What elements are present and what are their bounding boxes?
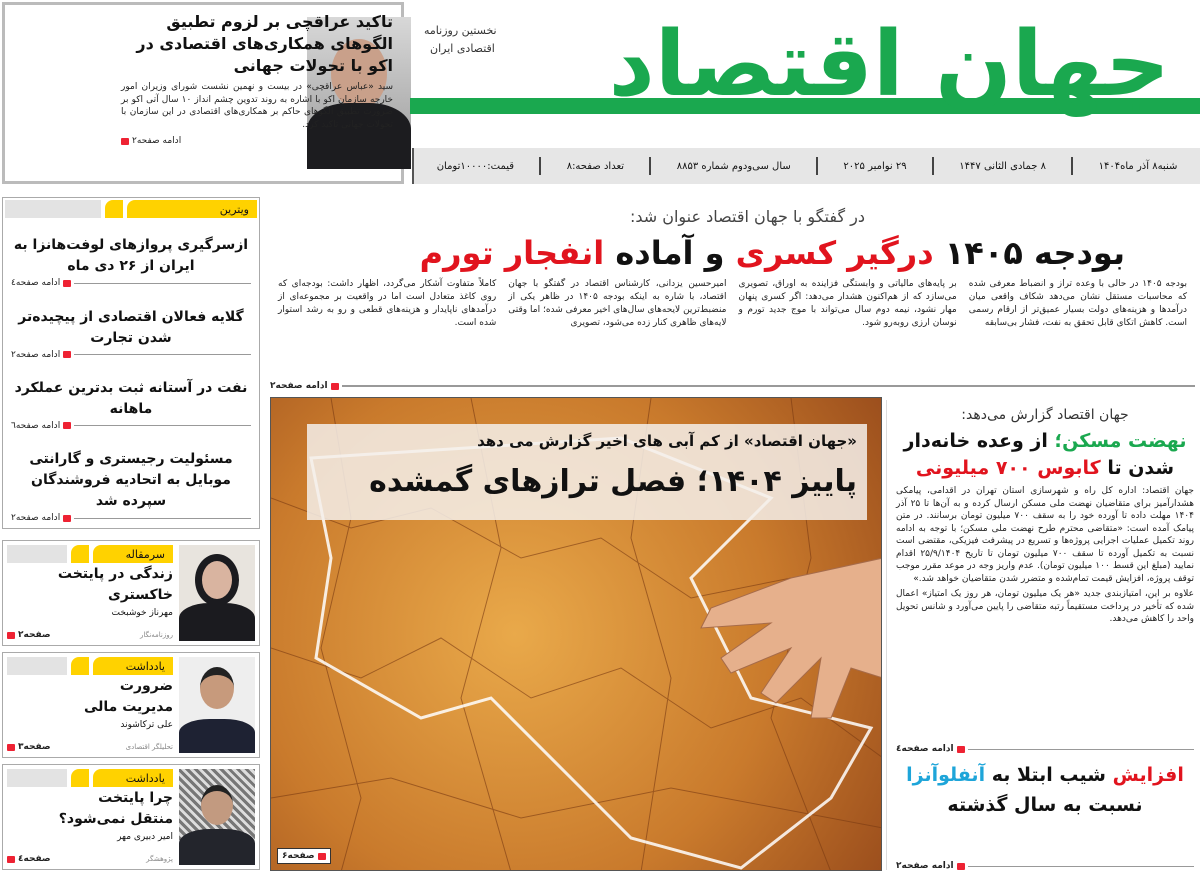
page-link[interactable] [7,629,51,641]
vitrine-items-2-continue: ادامه صفحه٦ [11,420,61,431]
columns-1-page: صفحه۳ [18,742,51,752]
author-role: روزنامه‌نگار [139,631,173,639]
top-story-headline[interactable]: تاکید عراقچی بر لزوم تطبیق الگوهای همکاری‌های اقتصادی در اکو با تحولات جهانی [136,12,393,75]
flu-continue: ادامه صفحه۲ [896,861,954,871]
housing-headline[interactable] [896,428,1194,482]
lead-col-2: بر پایه‌های مالیاتی و وابستگی فزاینده به اوراق، تصویری می‌سازد که از هم‌اکنون هشدار می‌دهد: اگر کسری پنهان مهار نشود، نیمه دوم سال می‌تواند با موج جدید تورم و نوسان ارزی روبه‌رو شود. [738,279,957,328]
feature-headline[interactable]: پاییز ۱۴۰۴؛ فصل ترازهای گمشده [369,464,857,499]
date-bar [412,148,1200,184]
lead-col-3: امیرحسین یزدانی، کارشناس اقتصاد در گفتگو با جهان اقتصاد، با شاره به اینکه بودجه ۱۴۰۵ در ظاهر یکی از منضبط‌ترین لایحه‌های سال‌های اخیر معرفی شده؛ اما وقتی لایه‌های ظاهری کنار زده می‌شود، تصویری [508,279,727,328]
column-title: مدیریت مالی [83,699,173,715]
tagline-1: نخستین روزنامه [424,24,497,37]
housing-body: جهان اقتصاد: اداره کل راه و شهرسازی استان تهران در اقدامی، پیامکی هشدارآمیز برای متقاضیان نهضت ملی مسکن ارسال کرده و به آن‌ها تا ۲۵ آذر ۱۴۰۴ مهلت داده تا آورده خود را به سقف ۷۰۰ میلیون تومان برسانند. در متن پیامک آمده است: «متقاضی محترم طرح نهضت ملی مسکن؛ با توجه به ادامه روند تکمیل عملیات اجرایی پروژه‌ها و تسریع در پیشرفت فیزیکی، مقتضی است نسبت به تکمیل آورده تا سقف ۷۰۰ میلیون تومان تا تاریخ ۲۵/۹/۱۴۰۴ اقدام نمایید (مبلغ این قسط ۱۰۰ میلیون تومان). عدم واریز وجه در موعد مقرر موجب توقف پروژه، افزایش قیمت تمام‌شده و متضرر شدن متقاضیان خواهد شد.» [896,486,1195,584]
columns-0-page: صفحه۲ [18,630,51,640]
page-flag-icon [7,856,15,863]
author-photo [179,657,255,753]
author-role: تحلیلگر اقتصادی [125,743,173,751]
lead-kicker: در گفتگو با جهان اقتصاد عنوان شد: [629,207,865,226]
page-flag-icon [63,351,71,358]
vitrine-items-1-continue: ادامه صفحه۲ [11,349,61,360]
price: قیمت:۱۰۰۰۰تومان [436,160,515,172]
top-story[interactable] [2,2,404,184]
housing-kicker: جهان اقتصاد گزارش می‌دهد: [961,407,1129,423]
continue-link[interactable] [896,743,1194,755]
feature-page: صفحه۶ [282,851,315,861]
flu-headline[interactable] [896,760,1194,820]
lead-headline_b: درگیر کسری [735,234,934,272]
page-flag-icon [63,515,71,522]
lead-col-4: کاملاً متفاوت آشکار می‌گردد، اظهار داشت: بودجه‌ای که روی کاغذ متعادل است اما در واقعیت بر مجموعه‌ای از درآمدهای ناپایدار و هزینه‌های قطعی و رو به رشد استوار شده است. [278,279,497,328]
lead-headline_d: انفجار تورم [419,234,605,272]
column-title: خاکستری [108,587,173,603]
lead-headline[interactable] [270,231,1195,275]
page-count: تعداد صفحه:۸ [566,160,625,172]
page-flag-icon [957,746,965,753]
page-link[interactable] [277,848,331,864]
vitrine-items-0-title: ازسرگیری پروازهای لوفت‌هانزا به ایران از ۲۶ دی ماه [13,237,249,275]
author-role: پژوهشگر [146,855,173,863]
lead-story[interactable] [270,200,1195,392]
housing-h_red: کابوس ۷۰۰ میلیونی [915,457,1101,479]
date-gregorian: ۲۹ نوامبر ۲۰۲۵ [843,160,907,172]
feature-image[interactable] [270,397,882,871]
page-flag-icon [63,280,71,287]
date-persian: شنبه۸ آذر ماه۱۴۰۴ [1098,160,1178,172]
page-link[interactable] [7,853,51,865]
top-story-text [121,11,393,177]
author-name: امیر دبیری مهر [117,832,173,842]
vitrine-item[interactable] [5,376,257,432]
page-flag-icon [121,138,129,145]
lead-continue: ادامه صفحه۲ [270,381,328,391]
flu-h_line2: نسبت به سال گذشته [947,794,1143,816]
page-flag-icon [63,422,71,429]
lead-columns [270,278,1195,330]
housing-h_black1: از وعده خانه‌دار شدن تا [903,430,1175,479]
housing-continue: ادامه صفحه٤ [896,744,954,754]
vitrine-box [2,197,260,529]
vitrine-item[interactable] [5,447,257,526]
issue-number: سال سی‌ودوم شماره ۸۸۵۳ [676,160,791,172]
vitrine-items-3-title: مسئولیت رجیستری و گارانتی موبایل به اتحادیه فروشندگان سپرده شد [29,451,233,509]
author-name: مهرناز خوشبخت [111,608,173,618]
vitrine-items-1-title: گلایه فعالان اقتصادی از پیچیده‌تر شدن تجارت [18,308,244,346]
page-link[interactable] [7,741,51,753]
flu-h_blue: آنفلوآنزا [906,764,986,786]
vitrine-items-3-continue: ادامه صفحه۲ [11,513,61,523]
lead-col-1: بودجه ۱۴۰۵ در حالی با وعده تراز و انضباط معرفی شده که محاسبات مستقل نشان می‌دهد شکاف واقعی میان درآمدها و هزینه‌های دولت بسیار عمیق‌تر از ارقام رسمی است. کاهش اتکای قابل تحقق به نفت، فشار بی‌سابقه [968,279,1187,328]
page-flag-icon [331,383,339,390]
author-photo [179,545,255,641]
continue-link[interactable] [121,135,393,147]
top-story-body: سید «عباس عراقچی» در بیست و نهمین نشست شورای وزیران امور خارجه سازمان اکو با اشاره به روند تدوین چشم انداز ۱۰ سال آتی اکو بر ضرورت تطبیق الگوهای حاکم بر همکاری‌های اقتصادی در این سازمان با تحولات جهانی تاکید کرد. [121,82,393,130]
column-divider [886,400,887,870]
opinion-box-note-1[interactable] [2,652,260,758]
column-label: یادداشت [93,657,173,675]
housing-story[interactable] [892,405,1198,755]
feature-kicker: «جهان اقتصاد» از کم آبی های اخیر گزارش می دهد [477,432,857,450]
page-flag-icon [7,632,15,639]
flu-h_red: افزایش [1112,764,1184,786]
housing-h_green: نهضت مسکن؛ [1054,430,1187,452]
column-title: منتقل نمی‌شود؟ [58,811,173,827]
columns-2-page: صفحه٤ [18,854,51,864]
vitrine-label-bar [5,200,257,218]
page-flag-icon [7,744,15,751]
tagline-2: اقتصادی ایران [430,42,495,55]
lead-headline_c: و آماده [615,234,725,272]
flu-h_black: شیب ابتلا به [991,764,1106,786]
page-flag-icon [318,853,326,860]
flu-story[interactable] [892,760,1198,872]
feature-caption-panel [307,424,867,520]
vitrine-items-0-continue: ادامه صفحه٤ [11,278,61,289]
column-label: یادداشت [93,769,173,787]
opinion-box-editorial[interactable] [2,540,260,646]
vitrine-items-2-title: نفت در آستانه ثبت بدترین عملکرد ماهانه [14,379,248,417]
opinion-box-note-2[interactable] [2,764,260,870]
author-photo [179,769,255,865]
vitrine-label: ویترین [127,200,257,218]
column-title: ضرورت [119,678,173,694]
masthead-logo[interactable] [410,0,1200,145]
date-hijri: ۸ جمادی الثانی ۱۴۴۷ [959,160,1046,172]
page-flag-icon [957,863,965,870]
column-title: چرا پایتخت [98,790,173,806]
column-label: سرمقاله [93,545,173,563]
lead-headline_a: بودجه ۱۴۰۵ [944,234,1125,272]
vitrine-item[interactable] [5,305,257,361]
top_story-continue: ادامه صفحه۲ [132,136,182,146]
logo-wordmark: جهان اقتصاد [608,12,1170,117]
column-title: زندگی در پایتخت [57,566,173,582]
continue-link[interactable] [896,860,1194,872]
housing-body-2: علاوه بر این، امتیازبندی جدید «هر یک میلیون تومان، هر روز یک امتیاز» اعمال شده که تأخیر در پرداخت مستقیماً رتبه متقاضی را پایین می‌آورد و شانس تحویل واحد را کاهش می‌دهد. [896,589,1194,624]
vitrine-item[interactable] [5,233,257,289]
author-name: علی ترکاشوند [120,720,173,730]
continue-link[interactable] [270,380,1195,392]
